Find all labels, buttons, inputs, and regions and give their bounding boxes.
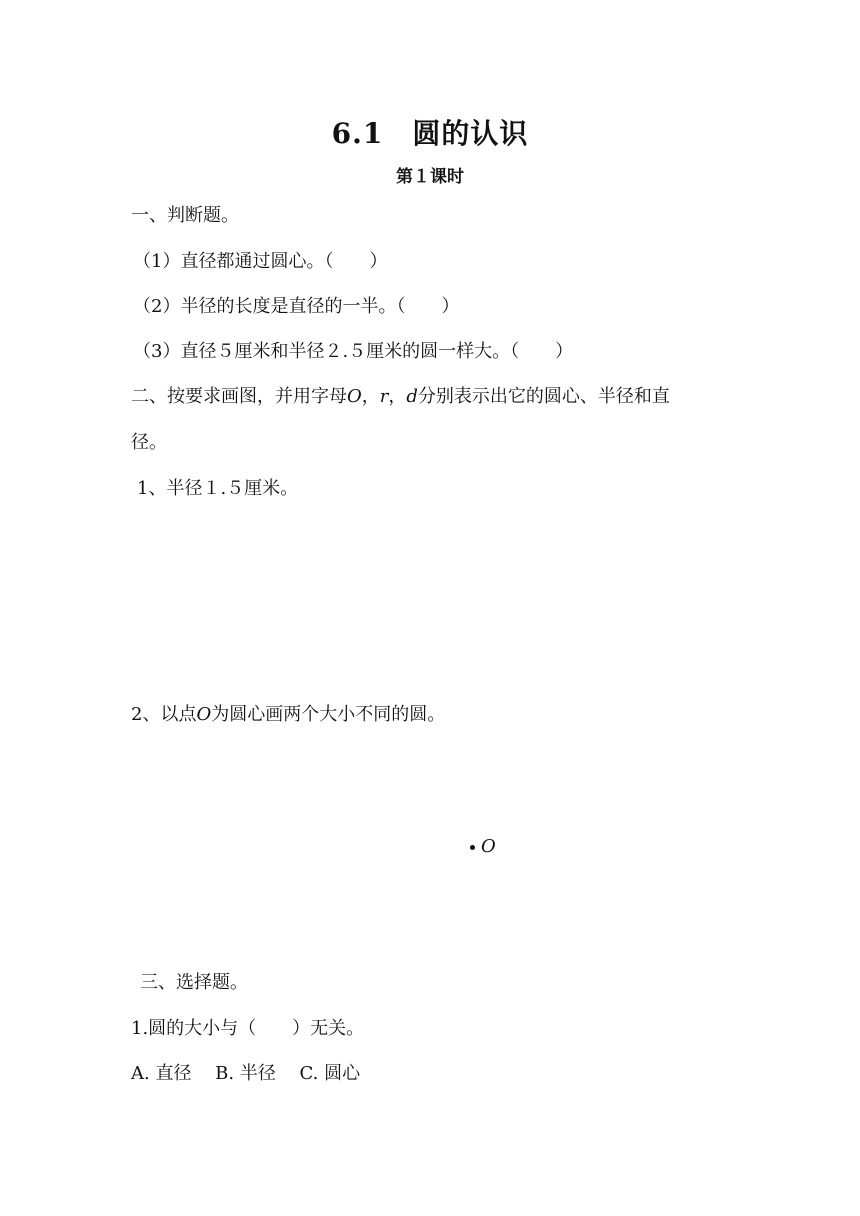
section-2-heading-continued: 径。	[131, 432, 167, 453]
center-dot	[470, 845, 475, 850]
letter-d: d	[406, 386, 418, 407]
choice-options: A. 直径 B. 半径 C. 圆心	[131, 1063, 361, 1084]
judgment-item-2: （2）半径的长度是直径的一半。（ ）	[133, 296, 460, 317]
section-2-heading-text-start: 二、按要求画图，并用字母	[131, 386, 347, 407]
choice-question-1: 1.圆的大小与（ ）无关。	[131, 1018, 365, 1039]
drawing-task-2-text-end: 为圆心画两个大小不同的圆。	[211, 704, 446, 725]
lesson-subtitle: 第１课时	[396, 167, 464, 187]
page-title: 6.1 圆的认识	[331, 117, 529, 150]
section-2-heading-text-end: 分别表示出它的圆心、半径和直	[417, 386, 670, 407]
drawing-task-1: 1、半径１.５厘米。	[137, 478, 299, 499]
letter-r: r	[379, 386, 389, 407]
section-2-heading	[131, 386, 670, 408]
drawing-task-2	[131, 704, 445, 726]
circle-center-point	[470, 836, 496, 857]
letter-o: O	[347, 386, 362, 407]
separator-2: ，	[388, 386, 407, 407]
drawing-task-2-text-start: 2、以点	[131, 704, 197, 725]
judgment-item-1: （1）直径都通过圆心。（ ）	[133, 251, 388, 272]
task-2-letter-o: O	[196, 704, 212, 725]
section-1-heading: 一、判断题。	[131, 205, 239, 226]
separator-1: ，	[361, 386, 380, 407]
center-label: O	[481, 836, 496, 857]
judgment-item-3: （3）直径５厘米和半径２.５厘米的圆一样大。（ ）	[133, 341, 574, 362]
section-3-heading: 三、选择题。	[140, 972, 248, 993]
